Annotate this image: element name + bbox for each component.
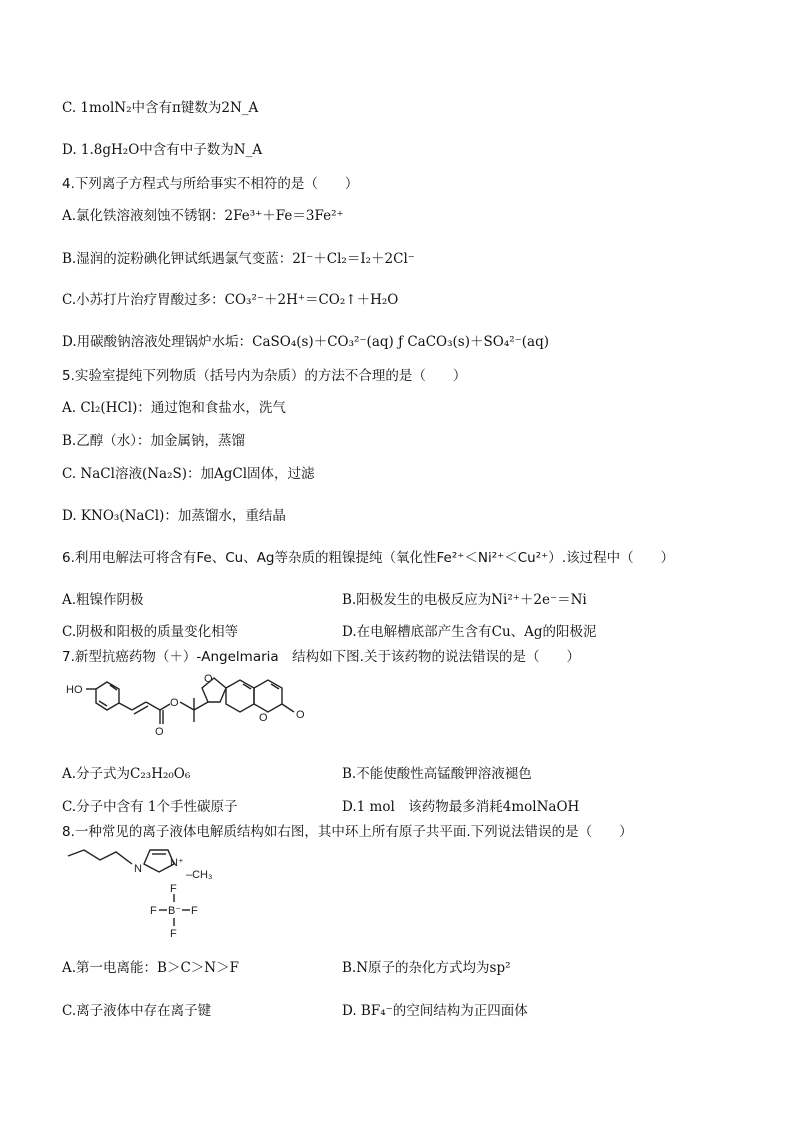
q7-option-a: A.分子式为C₂₃H₂₀O₆ [62, 766, 191, 782]
atom-label-f-bottom: F [170, 928, 177, 940]
atom-label-ch3: –CH₃ [186, 869, 213, 881]
q7-option-c: C.分子中含有 1个手性碳原子 [62, 799, 238, 815]
atom-label-ho: HO [66, 684, 83, 696]
atom-label-f-right: F [191, 905, 198, 917]
q4-stem: 4.下列离子方程式与所给事实不相符的是（ ） [62, 176, 359, 192]
atom-label-n: N [134, 863, 142, 875]
atom-label-f-left: F [150, 905, 157, 917]
q7-option-d: D.1 mol 该药物最多消耗4molNaOH [342, 799, 580, 815]
atom-label-n-plus: N⁺ [170, 857, 184, 869]
atom-label-b: B⁻ [168, 905, 182, 917]
q4-option-c: C.小苏打片治疗胃酸过多：CO₃²⁻＋2H⁺＝CO₂↑＋H₂O [62, 292, 399, 308]
q4-option-a: A.氯化铁溶液刻蚀不锈钢：2Fe³⁺＋Fe＝3Fe²⁺ [62, 208, 344, 224]
q6-stem: 6.利用电解法可将含有Fe、Cu、Ag等杂质的粗镍提纯（氧化性Fe²⁺＜Ni²⁺＜Cu²⁺）.该过程中（ ） [62, 550, 675, 566]
q8-stem: 8.一种常见的离子液体电解质结构如右图，其中环上所有原子共平面.下列说法错误的是（ ） [62, 824, 633, 840]
atom-label-o-carbonyl: O [155, 726, 164, 738]
q7-option-b: B.不能使酸性高锰酸钾溶液褪色 [342, 766, 532, 782]
q3-option-d: D. 1.8gH₂O中含有中子数为N_A [62, 142, 263, 158]
q8-option-d: D. BF₄⁻的空间结构为正四面体 [342, 1003, 528, 1019]
q7-stem: 7.新型抗癌药物（＋）-Angelmaria 结构如下图.关于该药物的说法错误的是（ ） [62, 649, 580, 665]
q5-option-c: C. NaCl溶液(Na₂S)：加AgCl固体，过滤 [62, 466, 315, 482]
angelmarin-structure [62, 668, 324, 754]
q5-stem: 5.实验室提纯下列物质（括号内为杂质）的方法不合理的是（ ） [62, 368, 467, 384]
q5-option-b: B.乙醇（水）：加金属钠，蒸馏 [62, 433, 245, 449]
q3-option-c: C. 1molN₂中含有π键数为2N_A [62, 100, 259, 116]
q8-option-a: A.第一电离能：B＞C＞N＞F [62, 960, 239, 976]
q6-option-b: B.阳极发生的电极反应为Ni²⁺＋2e⁻＝Ni [342, 592, 587, 608]
ionic-liquid-structure [62, 842, 232, 940]
q8-option-b: B.N原子的杂化方式均为sp² [342, 960, 511, 976]
q4-option-d: D.用碳酸钠溶液处理锅炉水垢：CaSO₄(s)＋CO₃²⁻(aq) ƒ CaCO₃(s)＋SO₄²⁻(aq) [62, 334, 549, 350]
atom-label-o-lactone-carbonyl: O [296, 709, 305, 721]
atom-label-f-top: F [170, 883, 177, 895]
q6-option-a: A.粗镍作阴极 [62, 592, 144, 608]
q6-option-d: D.在电解槽底部产生含有Cu、Ag的阳极泥 [342, 624, 597, 640]
atom-label-o-furan: O [204, 673, 213, 685]
q5-option-a: A. Cl₂(HCl)：通过饱和食盐水，洗气 [62, 400, 286, 416]
atom-label-o-ester: O [170, 697, 179, 709]
q8-option-c: C.离子液体中存在离子键 [62, 1003, 212, 1019]
atom-label-o-lactone: O [259, 712, 268, 724]
q5-option-d: D. KNO₃(NaCl)：加蒸馏水，重结晶 [62, 508, 286, 524]
q6-option-c: C.阴极和阳极的质量变化相等 [62, 624, 239, 640]
q4-option-b: B.湿润的淀粉碘化钾试纸遇氯气变蓝：2I⁻＋Cl₂＝I₂＋2Cl⁻ [62, 251, 415, 267]
